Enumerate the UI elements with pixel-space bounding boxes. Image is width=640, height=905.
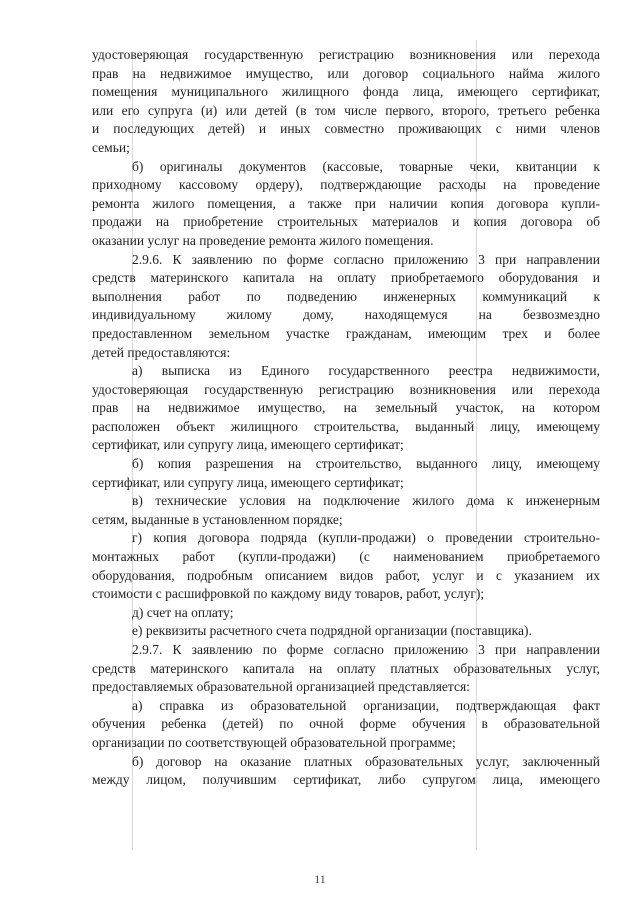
text-line: обучения ребенка (детей) по очной форме обучения в образовательной [92, 716, 600, 732]
text-line: в) технические условия на подключение жилого дома к инженерным [132, 493, 600, 509]
text-line: приходному кассовому ордеру), подтверждающие расходы на проведение [92, 177, 600, 193]
text-line: прав на недвижимое имущество, на земельный участок, на котором [92, 400, 600, 416]
text-line: сертификат, или супругу лица, имеющего сертификат; [92, 474, 404, 490]
text-line: средств материнского капитала на оплату приобретаемого оборудования и [92, 270, 600, 286]
text-line: а) выписка из Единого государственного реестра недвижимости, [132, 363, 600, 379]
text-line: стоимости с расшифровкой по каждому виду товаров, работ, услуг); [92, 586, 485, 602]
text-line: е) реквизиты расчетного счета подрядной организации (поставщика). [132, 623, 532, 639]
text-line: сетям, выданные в установленном порядке; [92, 511, 343, 527]
text-line: или его супруга (и) или детей (в том числе первого, второго, третьего ребенка [92, 102, 600, 118]
text-line: выполнения работ по подведению инженерных коммуникаций к [92, 288, 600, 304]
text-line: б) копия разрешения на строительство, выданного лицу, имеющему [132, 456, 600, 472]
text-line: помещения муниципального жилищного фонда лица, имеющего сертификат, [92, 84, 600, 100]
text-line: предоставляемых образовательной организацией представляется: [92, 679, 470, 695]
text-line: оказании услуг на проведение ремонта жилого помещения. [92, 232, 434, 248]
text-line: б) оригиналы документов (кассовые, товарные чеки, квитанции к [132, 158, 600, 174]
text-line: 2.9.7. К заявлению по форме согласно приложению 3 при направлении [132, 642, 600, 657]
text-line: 2.9.6. К заявлению по форме согласно приложению 3 при направлении [132, 251, 600, 267]
text-line: прав на недвижимое имущество, или договор социального найма жилого [92, 65, 600, 81]
text-line: предоставленном земельном участке гражданам, имеющим трех и более [92, 325, 600, 341]
text-line: монтажных работ (купли-продажи) (с наименованием приобретаемого [92, 549, 600, 565]
text-line: расположен объект жилищного строительства, выданный лицу, имеющему [92, 418, 600, 434]
body-text [92, 46, 600, 790]
text-line: индивидуальному жилому дому, находящемуся на безвозмездно [92, 307, 600, 323]
text-line: удостоверяющая государственную регистрацию возникновения или перехода [92, 381, 600, 397]
page-number: 11 [314, 872, 326, 886]
text-line: семьи; [92, 139, 130, 155]
text-line: б) договор на оказание платных образовательных услуг, заключенный [132, 753, 600, 769]
text-line: а) справка из образовательной организации, подтверждающая факт [132, 697, 600, 713]
text-line: между лицом, получившим сертификат, либо супругом лица, имеющего [92, 772, 600, 788]
text-line: д) счет на оплату; [132, 604, 234, 620]
text-line: г) копия договора подряда (купли-продажи) о проведении строительно- [132, 530, 600, 546]
text-line: сертификат, или супругу лица, имеющего сертификат; [92, 437, 404, 453]
text-line: удостоверяющая государственную регистрацию возникновения или перехода [92, 47, 600, 62]
text-line: организации по соответствующей образовательной программе; [92, 734, 456, 750]
text-line: и последующих детей) и иных совместно проживающих с ними членов [92, 121, 600, 137]
text-line: средств материнского капитала на оплату платных образовательных услуг, [92, 660, 600, 676]
text-line: ремонта жилого помещения, а также при наличии копия договора купли- [92, 195, 600, 211]
text-line: продажи на приобретение строительных материалов и копия договора об [92, 214, 600, 230]
text-line: оборудования, подробным описанием видов работ, услуг и с указанием их [92, 567, 600, 583]
text-line: детей предоставляются: [92, 344, 231, 360]
